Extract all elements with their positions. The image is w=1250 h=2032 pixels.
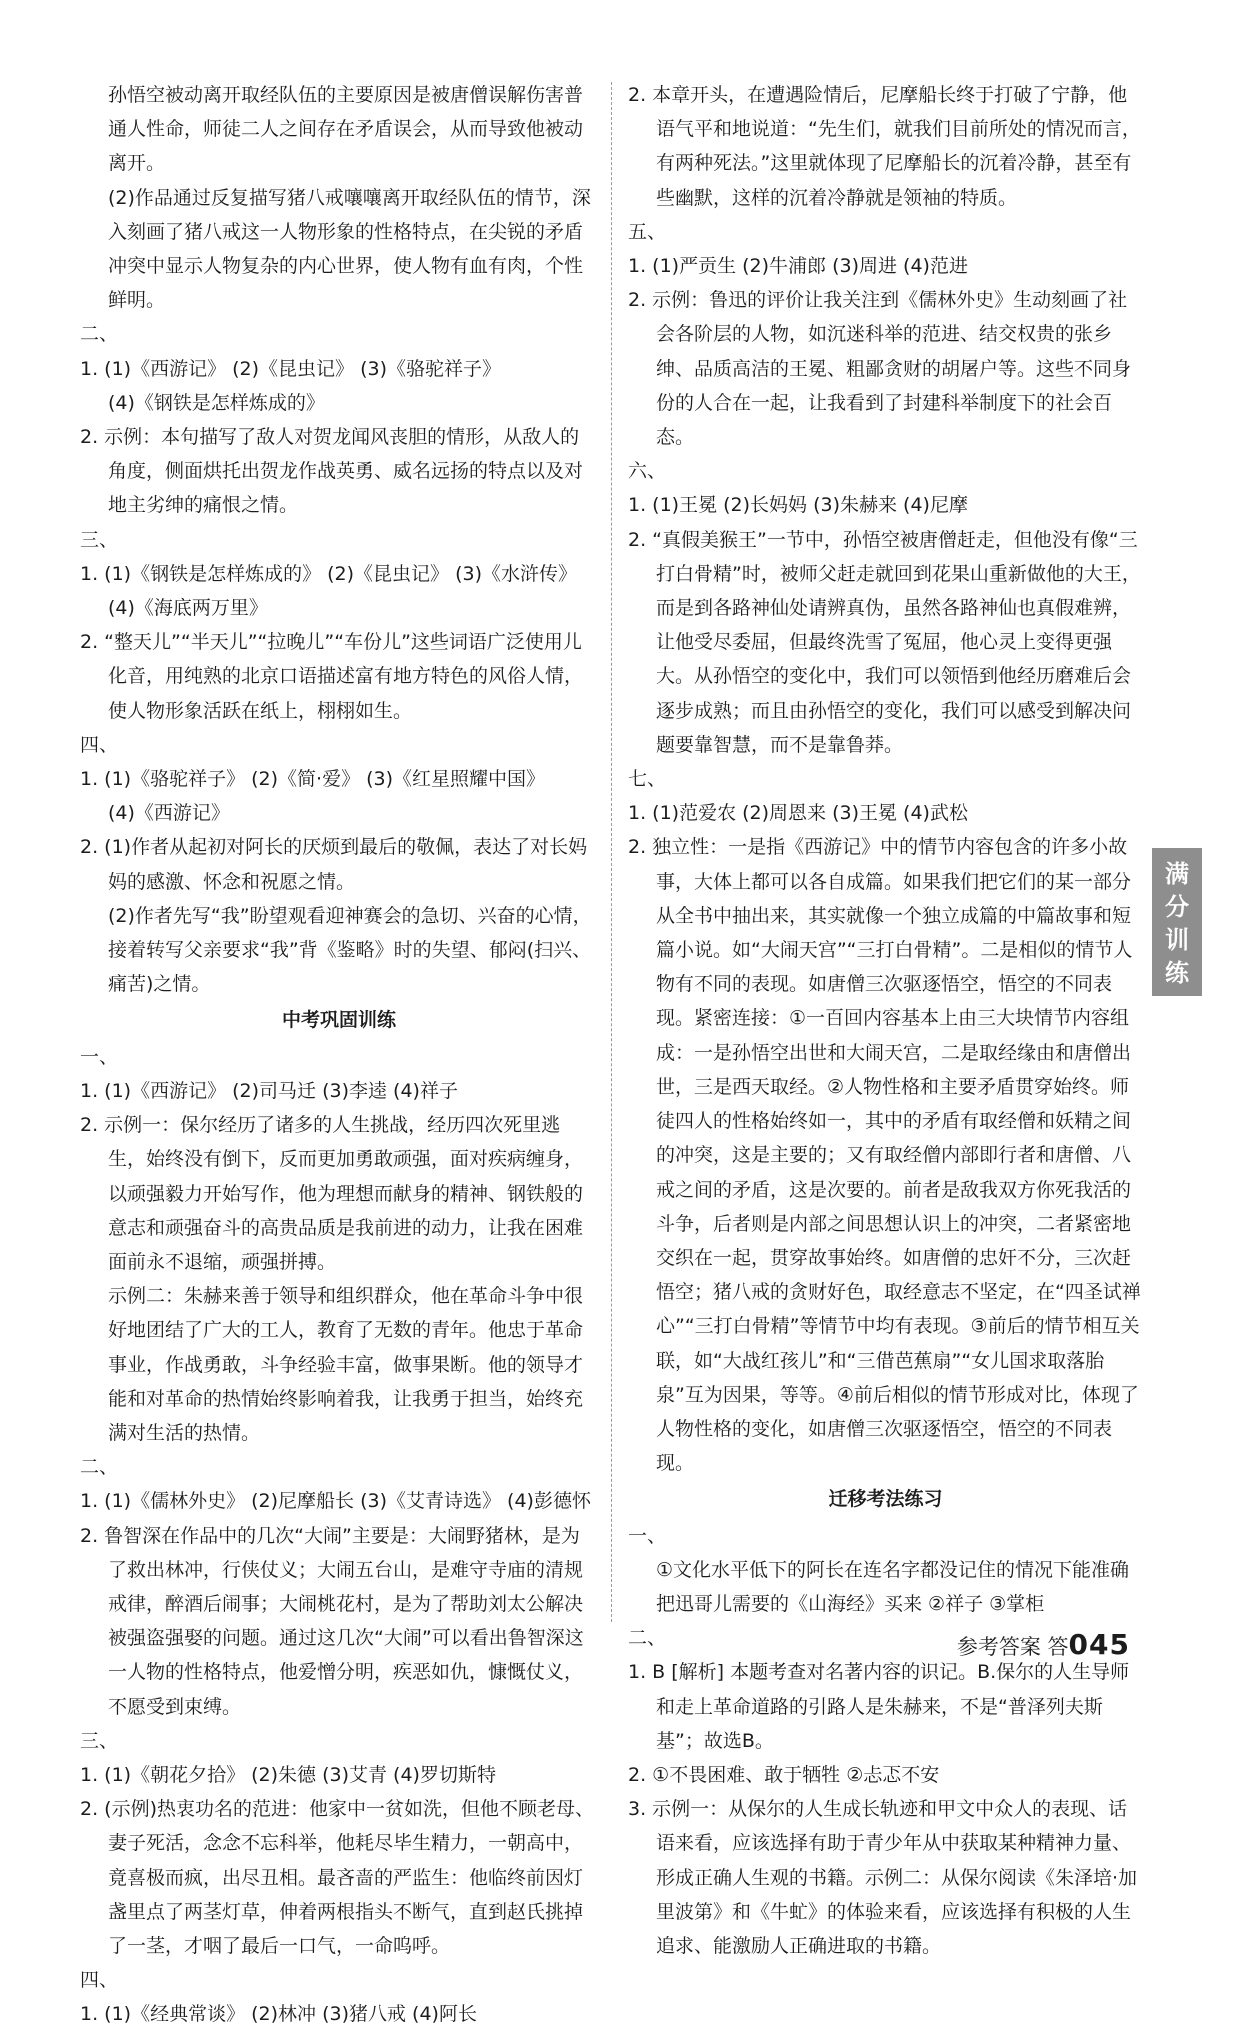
answer-item: 1. (1)严贡生 (2)牛浦郎 (3)周进 (4)范进	[628, 255, 968, 278]
answer-item: 1. (1)《朝花夕拾》 (2)朱德 (3)艾青 (4)罗切斯特	[80, 1763, 496, 1786]
footer-prefix: 答	[1047, 1635, 1069, 1659]
section-heading: 二、	[628, 1627, 667, 1650]
right-column	[628, 78, 1143, 1963]
answer-item: 2. 鲁智深在作品中的几次“大闹”主要是：大闹野猪林，是为了救出林冲，行侠仗义；大闹五台山，是难守寺庙的清规戒律，醉酒后闹事；大闹桃花村，是为了帮助刘太公解决被强盗强娶的问题。通过这几次“大闹”可以看出鲁智深这一人物的性格特点，他爱憎分明，疾恶如仇，慷慨仗义，不愿受到束缚。	[80, 1524, 584, 1718]
answer-item: 2. 示例一：保尔经历了诸多的人生挑战，经历四次死里逃生，始终没有倒下，反而更加勇敢顽强，面对疾病缠身，以顽强毅力开始写作，他为理想而献身的精神、钢铁般的意志和顽强奋斗的高贵品质是我前进的动力，让我在困难面前永不退缩，顽强拼搏。	[80, 1114, 584, 1273]
answer-item: 1. (1)《西游记》 (2)《昆虫记》 (3)《骆驼祥子》	[80, 357, 501, 380]
page-number: 045	[1068, 1628, 1130, 1661]
answer-item: 1. B [解析] 本题考查对名著内容的识记。B.保尔的人生导师和走上革命道路的引路人是朱赫来，不是“普泽列夫斯基”；故选B。	[628, 1661, 1130, 1752]
subsection-title: 迁移考法练习	[828, 1488, 943, 1511]
answer-item: ①文化水平低下的阿长在连名字都没记住的情况下能准确把迅哥儿需要的《山海经》买来 ②祥子 ③掌柜	[656, 1558, 1130, 1615]
intro-para-2: (2)作品通过反复描写猪八戒嚷嚷离开取经队伍的情节，深入刻画了猪八戒这一人物形象的性格特点，在尖锐的矛盾冲突中显示人物复杂的内心世界，使人物有血有肉，个性鲜明。	[108, 186, 591, 312]
answer-item: 1. (1)《骆驼祥子》 (2)《简·爱》 (3)《红星照耀中国》	[80, 768, 546, 791]
answer-item-cont: (4)《钢铁是怎样炼成的》	[108, 391, 325, 414]
intro-para-1: 孙悟空被动离开取经队伍的主要原因是被唐僧误解伤害普通人性命，师徒二人之间存在矛盾误会，从而导致他被动离开。	[108, 84, 584, 175]
answer-item-cont: (4)《海底两万里》	[108, 597, 268, 620]
answer-item: 2. “真假美猴王”一节中，孙悟空被唐僧赶走，但他没有像“三打白骨精”时，被师父赶走就回到花果山重新做他的大王，而是到各路神仙处请辨真伪，虽然各路神仙也真假难辨，让他受尽委屈，但最终洗雪了冤屈，他心灵上变得更强大。从孙悟空的变化中，我们可以领悟到他经历磨难后会逐步成熟；而且由孙悟空的变化，我们可以感受到解决问题要靠智慧，而不是靠鲁莽。	[628, 528, 1141, 756]
answer-item: 2. “整天儿”“半天儿”“拉晚儿”“车份儿”这些词语广泛使用儿化音，用纯熟的北京口语描述富有地方特色的风俗人情，使人物形象活跃在纸上，栩栩如生。	[80, 631, 584, 722]
answer-item: 2. 本章开头，在遭遇险情后，尼摩船长终于打破了宁静，他语气平和地说道：“先生们，就我们目前所处的情况而言，有两种死法。”这里就体现了尼摩船长的沉着冷静，甚至有些幽默，这样的沉着冷静就是领袖的特质。	[628, 84, 1141, 209]
section-heading: 一、	[628, 1524, 667, 1547]
answer-item: 1. (1)《钢铁是怎样炼成的》 (2)《昆虫记》 (3)《水浒传》	[80, 562, 577, 585]
answer-item: 3. 示例一：从保尔的人生成长轨迹和甲文中众人的表现、话语来看，应该选择有助于青少年从中获取某种精神力量、形成正确人生观的书籍。示例二：从保尔阅读《朱泽培·加里波第》和《牛虻》的体验来看，应该选择有积极的人生追求、能激励人正确进取的书籍。	[628, 1798, 1138, 1957]
answer-item: 2. ①不畏困难、敢于牺牲 ②忐忑不安	[628, 1763, 940, 1786]
answer-item: 2. 独立性：一是指《西游记》中的情节内容包含的许多小故事，大体上都可以各自成篇。如果我们把它们的某一部分从全书中抽出来，其实就像一个独立成篇的中篇故事和短篇小说。如“大闹天宫”“三打白骨精”。二是相似的情节人物有不同的表现。如唐僧三次驱逐悟空，悟空的不同表现。紧密连接：①一百回内容基本上由三大块情节内容组成：一是孙悟空出世和大闹天宫，二是取经缘由和唐僧出世，三是西天取经。②人物性格和主要矛盾贯穿始终。师徒四人的性格始终如一，其中的矛盾有取经僧和妖精之间的冲突，这是主要的；又有取经僧内部即行者和唐僧、八戒之间的矛盾，这是次要的。前者是敌我双方你死我活的斗争，后者则是内部之间思想认识上的冲突，二者紧密地交织在一起，贯穿故事始终。如唐僧的忠奸不分，三次赶悟空；猪八戒的贪财好色，取经意志不坚定，在“四圣试禅心”“三打白骨精”等情节中均有表现。③前后的情节相互关联，如“大战红孩儿”和“三借芭蕉扇”“女儿国求取落胎泉”互为因果，等等。④前后相似的情节形成对比，体现了人物性格的变化，如唐僧三次驱逐悟空，悟空的不同表现。	[628, 836, 1141, 1475]
answer-item-cont: (2)作者先写“我”盼望观看迎神赛会的急切、兴奋的心情，接着转写父亲要求“我”背《鉴略》时的失望、郁闷(扫兴、痛苦)之情。	[108, 904, 592, 996]
section-heading: 一、	[80, 1045, 119, 1068]
answer-item: 1. (1)《经典常谈》 (2)林冲 (3)猪八戒 (4)阿长	[80, 2003, 477, 2026]
left-column	[80, 78, 598, 2032]
side-tab-char: 练	[1165, 959, 1189, 987]
answer-item: 1. (1)范爱农 (2)周恩来 (3)王冕 (4)武松	[628, 802, 968, 825]
page-footer	[957, 1628, 1130, 1661]
section-heading: 六、	[628, 460, 667, 483]
answer-item: 1. (1)王冕 (2)长妈妈 (3)朱赫来 (4)尼摩	[628, 494, 968, 517]
side-tab-char: 训	[1165, 926, 1189, 954]
answer-item: 2. 示例：鲁迅的评价让我关注到《儒林外史》生动刻画了社会各阶层的人物，如沉迷科举的范进、结交权贵的张乡绅、品质高洁的王冕、粗鄙贪财的胡屠户等。这些不同身份的人合在一起，让我看到了封建科举制度下的社会百态。	[628, 289, 1132, 449]
section-heading: 三、	[80, 528, 119, 551]
answer-item: 1. (1)《儒林外史》 (2)尼摩船长 (3)《艾青诗选》 (4)彭德怀	[80, 1490, 591, 1513]
side-tab-char: 满	[1165, 860, 1189, 888]
side-tab	[1152, 848, 1202, 996]
answer-item-cont: (4)《西游记》	[108, 802, 230, 825]
section-heading: 二、	[80, 323, 119, 346]
subsection-title: 中考巩固训练	[281, 1009, 396, 1032]
column-divider	[611, 82, 612, 1622]
section-heading: 七、	[628, 768, 667, 791]
section-heading: 二、	[80, 1456, 119, 1479]
answer-item: 1. (1)《西游记》 (2)司马迁 (3)李逵 (4)祥子	[80, 1079, 458, 1102]
answer-item: 2. (1)作者从起初对阿长的厌烦到最后的敬佩，表达了对长妈妈的感激、怀念和祝愿之情。	[80, 836, 588, 893]
section-heading: 四、	[80, 733, 119, 756]
footer-label: 参考答案	[956, 1635, 1041, 1659]
section-heading: 五、	[628, 220, 667, 243]
answer-item-cont: 示例二：朱赫来善于领导和组织群众，他在革命斗争中很好地团结了广大的工人，教育了无数的青年。他忠于革命事业，作战勇敢，斗争经验丰富，做事果断。他的领导才能和对革命的热情始终影响着我，让我勇于担当，始终充满对生活的热情。	[108, 1285, 584, 1444]
section-heading: 四、	[80, 1969, 119, 1992]
answer-item: 2. (示例)热衷功名的范进：他家中一贫如洗，但他不顾老母、妻子死活，念念不忘科举，他耗尽毕生精力，一朝高中，竟喜极而疯，出尽丑相。最吝啬的严监生：他临终前因灯盏里点了两茎灯草，伸着两根指头不断气，直到赵氏挑掉了一茎，才咽了最后一口气，一命呜呼。	[80, 1798, 594, 1957]
answer-item: 2. 示例：本句描写了敌人对贺龙闻风丧胆的情形，从敌人的角度，侧面烘托出贺龙作战英勇、威名远扬的特点以及对地主劣绅的痛恨之情。	[80, 426, 584, 517]
section-heading: 三、	[80, 1729, 119, 1752]
side-tab-char: 分	[1165, 893, 1189, 921]
